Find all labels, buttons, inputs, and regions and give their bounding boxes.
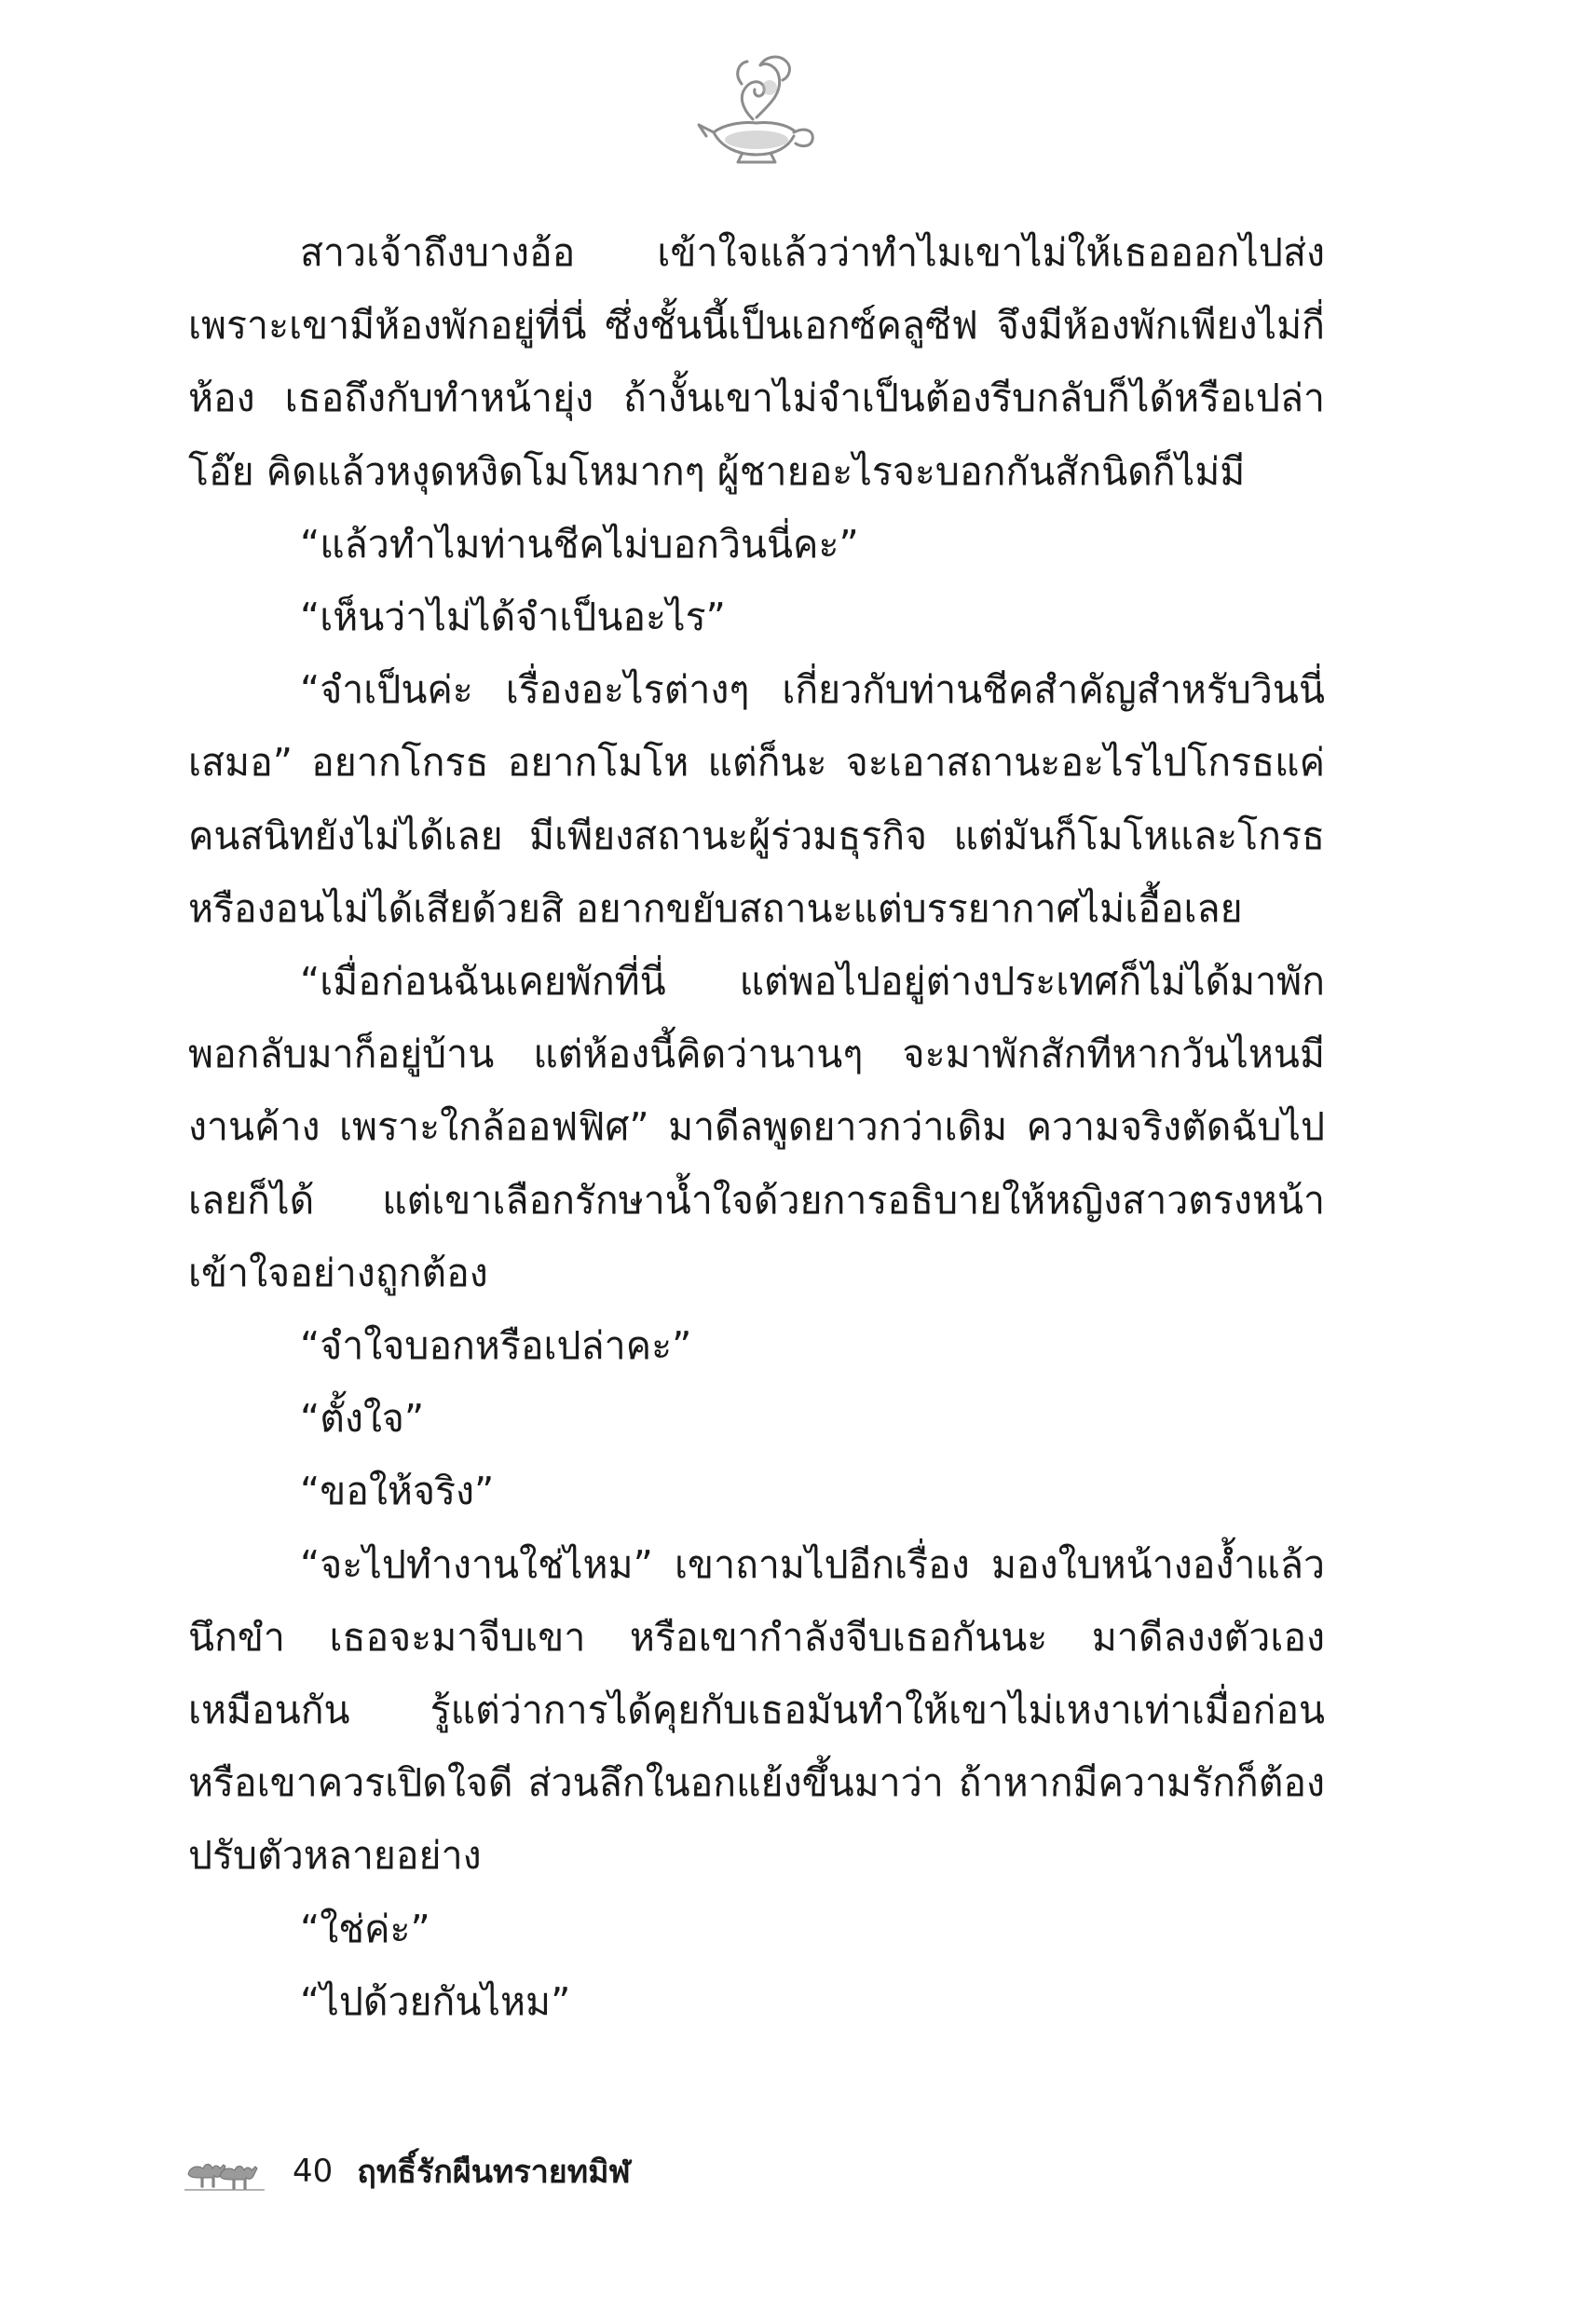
dialog-line: “เห็นว่าไม่ได้จำเป็นอะไร”: [300, 595, 726, 640]
genie-lamp-icon: [686, 47, 825, 168]
paragraph: “จะไปทำงานใช่ไหม” เขาถามไปอีกเรื่อง มองใบหน้างอง้ำแล้วนึกขำ เธอจะมาจีบเขา หรือเขากำลังจีบเธอกันนะ มาดีลงงตัวเองเหมือนกัน รู้แต่ว่าการได้คุยกับเธอมันทำให้เขาไม่เหงาเท่าเมื่อก่อน หรือเขาควรเปิดใจดี ส่วนลึกในอกแย้งขึ้นมาว่า ถ้าหากมีความรักก็ต้องปรับตัวหลายอย่าง: [188, 1541, 1325, 1879]
paragraph: สาวเจ้าถึงบางอ้อ เข้าใจแล้วว่าทำไมเขาไม่ให้เธอออกไปส่ง เพราะเขามีห้องพักอยู่ที่นี่ ซึ่งชั้นนี้เป็นเอกซ์คลูซีฟ จึงมีห้องพักเพียงไม่กี่ห้อง เธอถึงกับทำหน้ายุ่ง ถ้างั้นเขาไม่จำเป็นต้องรีบกลับก็ได้หรือเปล่า โอ๊ย คิดแล้วหงุดหงิดโมโหมากๆ ผู้ชายอะไรจะบอกกันสักนิดก็ไม่มี: [188, 230, 1325, 494]
dialog-line: “จำใจบอกหรือเปล่าคะ”: [300, 1323, 692, 1369]
page-number: 40: [293, 2153, 334, 2190]
page-footer: [183, 2143, 631, 2199]
paragraph: “จำเป็นค่ะ เรื่องอะไรต่างๆ เกี่ยวกับท่านชีคสำคัญสำหรับวินนี่เสมอ” อยากโกรธ อยากโมโห แต่ก็นะ จะเอาสถานะอะไรไปโกรธแค่คนสนิทยังไม่ได้เลย มีเพียงสถานะผู้ร่วมธุรกิจ แต่มันก็โมโหและโกรธ หรืองอนไม่ได้เสียด้วยสิ อยากขยับสถานะแต่บรรยากาศไม่เอื้อเลย: [188, 667, 1325, 931]
book-title: ฤทธิ์รักผืนทรายทมิฬ: [357, 2154, 631, 2191]
camel-caravan-icon: [183, 2146, 266, 2196]
paragraph: “เมื่อก่อนฉันเคยพักที่นี่ แต่พอไปอยู่ต่างประเทศก็ไม่ได้มาพัก พอกลับมาก็อยู่บ้าน แต่ห้องนี้คิดว่านานๆ จะมาพักสักทีหากวันไหนมีงานค้าง เพราะใกล้ออฟฟิศ” มาดีลพูดยาวกว่าเดิม ความจริงตัดฉับไปเลยก็ได้ แต่เขาเลือกรักษาน้ำใจด้วยการอธิบายให้หญิงสาวตรงหน้าเข้าใจอย่างถูกต้อง: [188, 959, 1325, 1295]
dialog-line: “ตั้งใจ”: [300, 1396, 425, 1442]
dialog-line: “ไปด้วยกันไหม”: [300, 1978, 571, 2024]
dialog-line: “แล้วทำไมท่านชีคไม่บอกวินนี่คะ”: [300, 521, 859, 567]
dialog-line: “ใช่ค่ะ”: [300, 1906, 430, 1951]
body-text: [188, 216, 1325, 2038]
dialog-line: “ขอให้จริง”: [300, 1469, 495, 1514]
